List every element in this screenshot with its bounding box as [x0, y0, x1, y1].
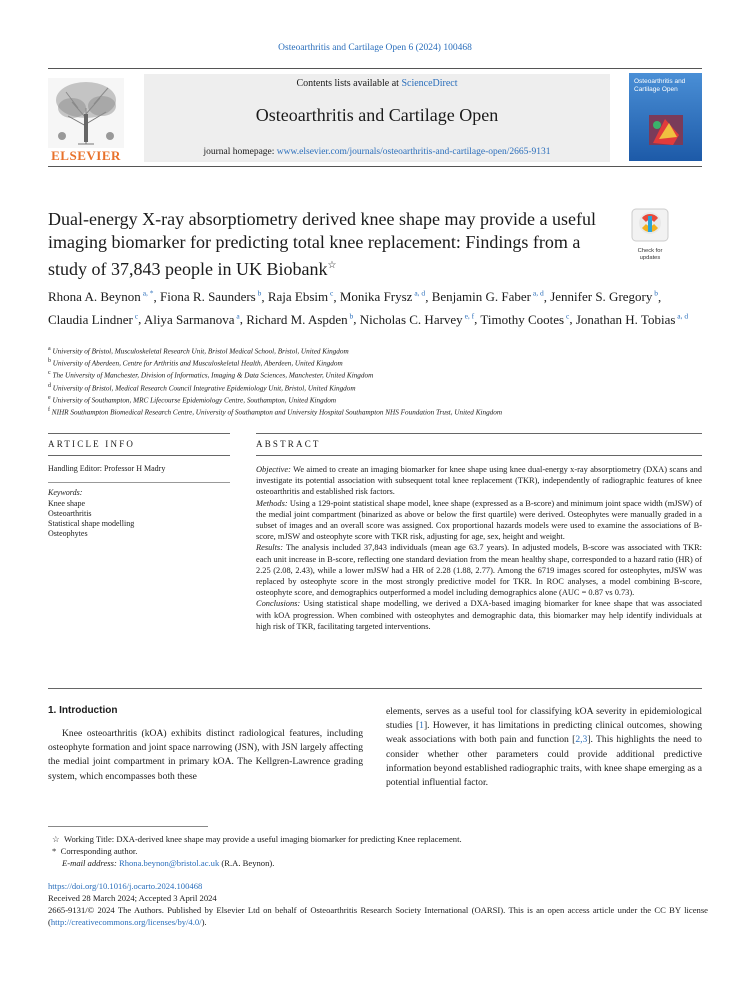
- author[interactable]: [576, 312, 688, 327]
- author[interactable]: [340, 289, 425, 304]
- affiliation-key: b: [48, 358, 51, 365]
- affiliation-item: [48, 382, 708, 394]
- abstract-section-text: Using statistical shape modelling, we derived a DXA-based imaging biomarker for knee shape that was associated with kOA progression. When combined with osteophytes and demographic data, this biomarker may help identify individuals at high risk of TKR, facilitating targeted interventions.: [256, 599, 702, 631]
- author-affiliation-marks[interactable]: a, *: [140, 289, 154, 298]
- article-title-text: Dual-energy X-ray absorptiometry derived knee shape may provide a useful imaging biomarker for predicting total knee replacement: Findings from a study of 37,843 people in UK Biobank: [48, 209, 596, 279]
- masthead-bottom-rule: [48, 166, 702, 167]
- email-footnote: [48, 857, 708, 869]
- abstract-section: [256, 498, 702, 543]
- elsevier-tree-logo-icon: [48, 78, 124, 148]
- article-title: [48, 208, 618, 281]
- author[interactable]: [550, 289, 658, 304]
- author-name: Nicholas C. Harvey: [359, 311, 463, 327]
- author-name: Richard M. Aspden: [246, 311, 348, 327]
- article-info-heading: ARTICLE INFO: [48, 439, 136, 449]
- author[interactable]: [144, 312, 240, 327]
- received-accepted-dates: Received 28 March 2024; Accepted 3 April 2024: [48, 893, 217, 903]
- author-name: Rhona A. Beynon: [48, 289, 141, 305]
- license-link[interactable]: http://creativecommons.org/licenses/by/4.0/: [50, 917, 202, 927]
- journal-homepage-link[interactable]: www.elsevier.com/journals/osteoarthritis-and-cartilage-open/2665-9131: [276, 147, 551, 157]
- affiliation-item: [48, 357, 708, 369]
- author-affiliation-marks[interactable]: e, f: [462, 311, 475, 321]
- citation-link-1[interactable]: 1: [419, 720, 424, 732]
- license-end: ).: [201, 917, 207, 927]
- masthead-top-rule: [48, 68, 702, 69]
- affiliation-key: a: [48, 346, 51, 352]
- intro-text-b: ]. However, it has limitations in predicting clinical outcomes, showing weak associations with both pain and function [: [386, 720, 702, 746]
- corresponding-text: Corresponding author.: [60, 846, 138, 856]
- author-name: Jonathan H. Tobias: [575, 311, 676, 327]
- affiliation-item: [48, 394, 708, 406]
- citation-link-2-3[interactable]: 2,3: [575, 734, 588, 746]
- author[interactable]: [246, 312, 353, 327]
- affiliation-text: The University of Manchester, Division of Informatics, Imaging & Data Sciences, Manchester, United Kingdom: [50, 371, 374, 380]
- intro-text-a: elements, serves as a useful tool for classifying kOA severity in epidemiological studies [: [386, 706, 702, 732]
- abstract-end-rule: [48, 688, 702, 689]
- affiliation-text: University of Bristol, Musculoskeletal Research Unit, Bristol Medical School, Bristol, United Kingdom: [50, 347, 349, 356]
- contents-prefix: Contents lists available at: [296, 78, 402, 89]
- affiliation-text: University of Aberdeen, Centre for Arthritis and Musculoskeletal Health, Aberdeen, United Kingdom: [51, 359, 343, 368]
- doi-link[interactable]: https://doi.org/10.1016/j.ocarto.2024.100468: [48, 881, 203, 891]
- footnote-rule: [48, 826, 208, 827]
- abstract-section-text: We aimed to create an imaging biomarker for knee shape using knee dual-energy x-ray absorptiometry (DXA) scans and investigate its potential association with subsequent total knee replacement (TKR), independently of radiographic features of knee osteoarthritis and established risk factors.: [256, 465, 702, 497]
- author-affiliation-marks[interactable]: b: [652, 289, 658, 298]
- affiliation-key: e: [48, 394, 51, 401]
- intro-text-c: ]. This highlights the need to consider whether other parameters could provide additional predictive information beyond established radiographic traits, with knee shape emerging as a potential influential factor.: [386, 734, 702, 789]
- author-name: Claudia Lindner: [48, 311, 133, 327]
- affiliation-list: [48, 345, 708, 418]
- handling-editor: Handling Editor: Professor H Madry: [48, 464, 166, 473]
- article-info-rule-lower: [48, 455, 230, 456]
- abstract-rule: [256, 433, 702, 434]
- author-name: Timothy Cootes: [480, 311, 565, 327]
- abstract-section: [256, 598, 702, 632]
- author[interactable]: [432, 289, 544, 304]
- abstract-section-label: Results:: [256, 543, 283, 553]
- author-name: Raja Ebsim: [267, 289, 329, 305]
- author[interactable]: [48, 289, 154, 304]
- author-affiliation-marks[interactable]: b: [255, 289, 262, 298]
- author[interactable]: [480, 312, 569, 327]
- author[interactable]: [360, 312, 474, 327]
- introduction-column-1: Knee osteoarthritis (kOA) exhibits distinct radiological features, including osteophyte formation and joint space narrowing (JSN), with JSN largely affecting the medial joint compartment in primary kOA. The Kellgren-Lawrence grading system, which encompasses both these: [48, 728, 363, 782]
- article-metadata: [48, 880, 708, 928]
- author-name: Aliya Sarmanova: [143, 311, 235, 327]
- license-text: 2665-9131/© 2024 The Authors. Published by Elsevier Ltd on behalf of Osteoarthritis Research Society International (OARSI). This is an open access article under the CC BY license (: [48, 905, 708, 927]
- title-footnote-mark: ☆: [327, 260, 337, 271]
- keywords-rule: [48, 482, 230, 483]
- working-title-text: Working Title: DXA-derived knee shape may provide a useful imaging biomarker for predicting Knee replacement.: [64, 834, 462, 844]
- abstract-section-label: Conclusions:: [256, 599, 301, 609]
- author-affiliation-marks[interactable]: b: [347, 311, 354, 321]
- affiliation-text: NIHR Southampton Biomedical Research Centre, University of Southampton and University Hospital Southampton NHS Foundation Trust, United Kingdom: [50, 408, 503, 417]
- author-affiliation-marks[interactable]: a, d: [530, 289, 544, 298]
- author-affiliation-marks[interactable]: c: [564, 311, 570, 321]
- footnotes: [48, 833, 708, 869]
- working-title-mark: ☆: [52, 834, 60, 844]
- keyword: Knee shape: [48, 499, 86, 508]
- author-name: Fiona R. Saunders: [160, 289, 256, 305]
- author[interactable]: [48, 312, 138, 327]
- abstract-body: [256, 464, 702, 632]
- crossmark-label: Check for updates: [637, 248, 663, 261]
- affiliation-item: [48, 406, 708, 418]
- crossmark-icon: [630, 208, 670, 242]
- abstract-section-label: Objective:: [256, 465, 291, 474]
- affiliation-key: f: [48, 406, 50, 413]
- keywords-label: Keywords:: [48, 488, 83, 497]
- author-affiliation-marks[interactable]: a, d: [412, 289, 426, 298]
- journal-cover-thumbnail[interactable]: [629, 73, 702, 161]
- keyword: Osteophytes: [48, 529, 88, 538]
- abstract-section-text: Using a 129-point statistical shape model, knee shape (expressed as a B-score) and minimum joint space width (mJSW) of the medial joint compartment (binarized as above or below the first quartile) were derived. Osteophytes were manually graded in a subset of images and an overall score was assigned. Cox proportional hazards models were used to examine the associations of B-score, mJSW and osteophyte score with TKR risk, adjusting for age, sex, height and weight.: [256, 498, 702, 542]
- elsevier-wordmark: ELSEVIER: [51, 148, 121, 163]
- keyword: Osteoarthritis: [48, 509, 92, 518]
- abstract-section-text: The analysis included 37,843 individuals (mean age 63.7 years). In adjusted models, B-score was associated with TKR: each unit increase in B-score, reflecting one standard deviation from the mean healthy shape, corresponded to a hazard ratio (HR) of 2.25 (2.08, 2.43), while a lower mJSW had a HR of 2.28 (1.88, 2.77). Among the 6719 images scored for osteophytes, mJSW was replaced by osteophyte score in the most strongly predictive model for TKR. In ROC analyses, a model combining B-score, osteophyte score, and demographics outperformed a model including demographics alone (AUC = 0.87 vs 0.73).: [256, 543, 702, 598]
- abstract-rule-lower: [256, 455, 702, 456]
- introduction-column-2: [386, 705, 702, 790]
- corresponding-mark: *: [52, 846, 57, 856]
- email-suffix: (R.A. Beynon).: [219, 858, 275, 868]
- journal-name: Osteoarthritis and Cartilage Open: [255, 105, 499, 125]
- affiliation-item: [48, 345, 708, 357]
- abstract-section-label: Methods:: [256, 498, 288, 508]
- affiliation-key: c: [48, 370, 51, 377]
- affiliation-text: University of Southampton, MRC Lifecourse Epidemiology Centre, Southampton, United Kingdom: [50, 396, 337, 405]
- author[interactable]: [268, 289, 334, 304]
- article-info-rule: [48, 433, 230, 434]
- affiliation-key: d: [48, 382, 51, 389]
- license-statement: [48, 904, 708, 928]
- keyword: Statistical shape modelling: [48, 519, 135, 528]
- affiliation-item: [48, 369, 708, 381]
- contents-available-line: [144, 78, 610, 89]
- author-email-link[interactable]: Rhona.beynon@bristol.ac.uk: [118, 858, 220, 868]
- journal-reference[interactable]: Osteoarthritis and Cartilage Open 6 (2024) 100468: [278, 43, 472, 53]
- check-for-updates-badge[interactable]: [630, 208, 670, 261]
- author-affiliation-marks[interactable]: c: [132, 311, 139, 321]
- keyword-list: [48, 499, 230, 539]
- homepage-prefix: journal homepage:: [203, 147, 277, 157]
- working-title-footnote: [48, 833, 708, 845]
- corresponding-author-footnote: [48, 845, 708, 857]
- author-affiliation-marks[interactable]: c: [328, 289, 334, 298]
- cover-title: Osteoarthritis and Cartilage Open: [634, 78, 686, 93]
- journal-homepage-line: [144, 147, 610, 157]
- introduction-heading: 1. Introduction: [48, 705, 118, 716]
- author[interactable]: [160, 289, 261, 304]
- affiliation-text: University of Bristol, Medical Research Council Integrative Epidemiology Unit, Bristol, United Kingdom: [51, 383, 356, 392]
- author-name: Jennifer S. Gregory: [550, 289, 653, 305]
- abstract-section: [256, 464, 702, 498]
- author-name: Benjamin G. Faber: [431, 289, 531, 305]
- abstract-section: [256, 542, 702, 598]
- abstract-heading: ABSTRACT: [256, 439, 321, 449]
- author-list: Rhona A. Beynon $^{a, *}$, Fiona R. Saunders $^b$, Raja Ebsim $^c$, Monika Frysz $^{a, d}$, Benjamin G. Faber $^{a, d}$, Jennifer S. Gregory $^b$, Claudia Lindner $^c$, Aliya Sarmanova $^a$, Richard M. Aspden $^b$, Nicholas C. Harvey $^{e, f}$, Timothy Cootes $^c$, Jonathan H. Tobias $^{a, d}$: [48, 289, 689, 327]
- sciencedirect-link[interactable]: ScienceDirect: [401, 78, 458, 89]
- author-affiliation-marks[interactable]: a, d: [675, 311, 689, 321]
- email-label: E-mail address:: [62, 858, 119, 868]
- author-affiliation-marks[interactable]: a: [234, 311, 240, 321]
- author-name: Monika Frysz: [339, 289, 413, 305]
